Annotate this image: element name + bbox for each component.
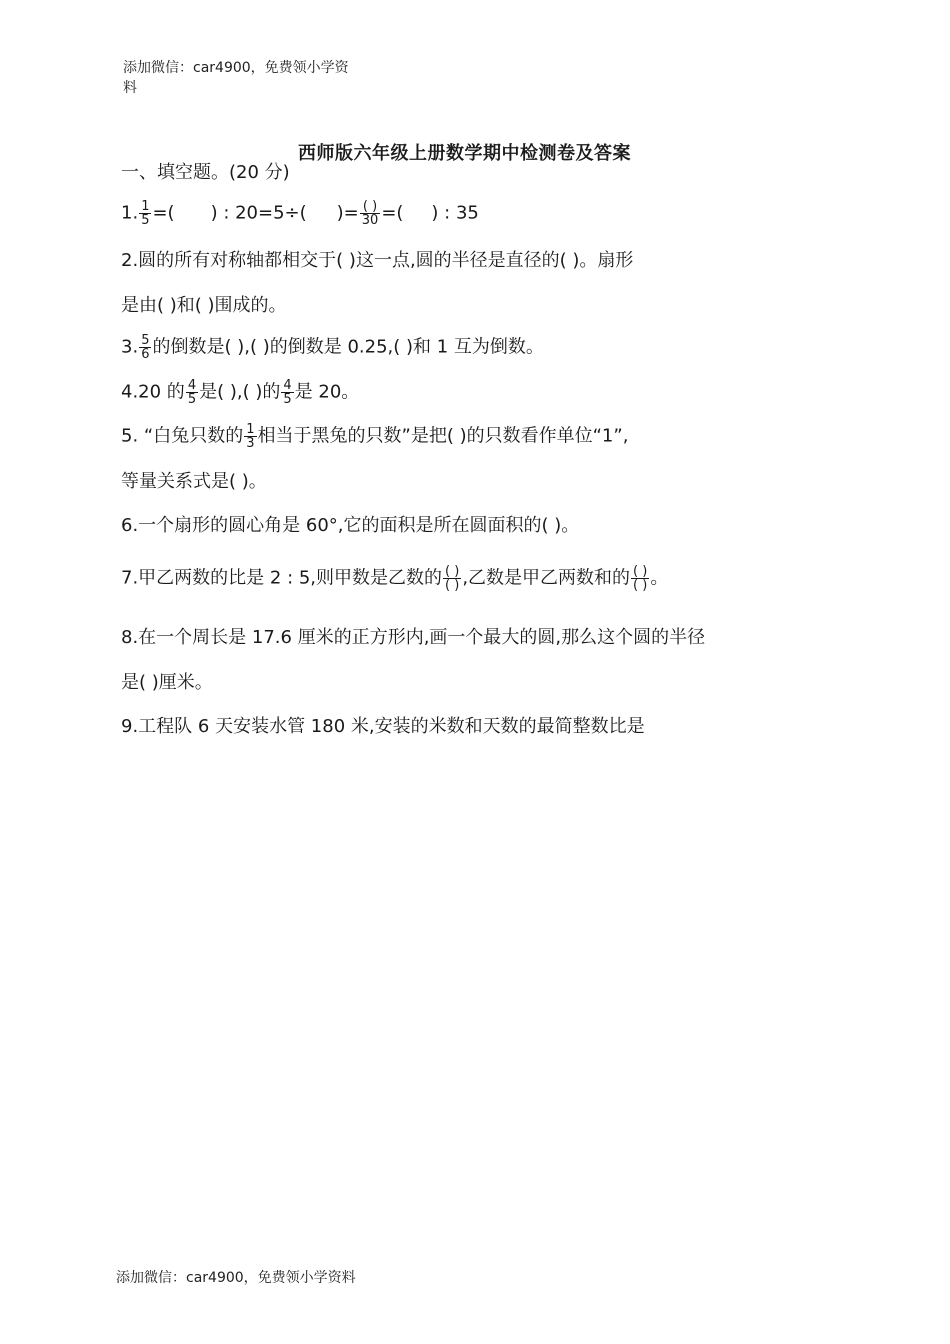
q1-text: =( [152, 202, 175, 224]
question-5-line-1 [121, 423, 628, 450]
header-line-2: 料 [123, 80, 137, 96]
question-2-line-1: 2.圆的所有对称轴都相交于( )这一点,圆的半径是直径的( )。扇形 [121, 250, 634, 271]
denominator: ( ) [633, 578, 648, 593]
numerator: 1 [141, 199, 150, 214]
fraction [281, 379, 293, 406]
fraction [244, 423, 256, 450]
q5-text: 5. “白兔只数的 [121, 425, 244, 447]
denominator: 5 [141, 213, 150, 228]
question-7 [121, 565, 668, 592]
numerator: ( ) [445, 564, 460, 579]
numerator: 1 [246, 422, 255, 437]
denominator: 5 [283, 392, 292, 407]
q7-text: 7.甲乙两数的比是 2 : 5,则甲数是乙数的 [121, 567, 443, 589]
q1-text: =( [381, 202, 404, 224]
section-heading: 一、填空题。(20 分) [121, 162, 290, 183]
question-4 [121, 379, 359, 406]
header-line-1: 添加微信：car4900，免费领小学资 [123, 60, 349, 76]
numerator: 4 [187, 378, 197, 393]
denominator: 30 [361, 213, 379, 228]
fraction [631, 565, 649, 592]
document-title: 西师版六年级上册数学期中检测卷及答案 [298, 143, 631, 164]
denominator: 3 [246, 436, 255, 451]
fraction [139, 200, 151, 227]
question-1 [121, 200, 479, 227]
fraction [443, 565, 461, 592]
q1-text: ) : 35 [431, 202, 479, 224]
numerator: 4 [283, 378, 292, 393]
question-6: 6.一个扇形的圆心角是 60°,它的面积是所在圆面积的( )。 [121, 515, 580, 536]
q4-text: 4.20 的 [121, 381, 185, 403]
question-9: 9.工程队 6 天安装水管 180 米,安装的米数和天数的最简整数比是 [121, 716, 645, 737]
q4-text: 是 20。 [294, 381, 360, 403]
question-8-line-2: 是( )厘米。 [121, 672, 213, 693]
denominator: 6 [141, 347, 150, 362]
q4-text: 是( ),( )的 [199, 381, 281, 403]
q1-text: )= [336, 202, 359, 224]
denominator: ( ) [445, 578, 460, 593]
numerator: 5 [141, 333, 150, 348]
q5-text: 相当于黑兔的只数”是把( )的只数看作单位“1”, [257, 425, 629, 447]
q3-text: 的倒数是( ),( )的倒数是 0.25,( )和 1 互为倒数。 [152, 336, 544, 358]
question-8-line-1: 8.在一个周长是 17.6 厘米的正方形内,画一个最大的圆,那么这个圆的半径 [121, 627, 706, 648]
q7-text: 。 [650, 567, 669, 589]
fraction [186, 379, 198, 406]
question-3 [121, 334, 544, 361]
q7-text: ,乙数是甲乙两数和的 [462, 567, 631, 589]
q1-number: 1. [121, 202, 139, 224]
numerator: ( ) [633, 564, 648, 579]
fraction [360, 200, 381, 227]
q1-text: ) : 20=5÷( [210, 202, 307, 224]
denominator: 5 [187, 392, 197, 407]
fraction [139, 334, 151, 361]
question-5-line-2: 等量关系式是( )。 [121, 471, 267, 492]
q3-number: 3. [121, 336, 139, 358]
question-2-line-2: 是由( )和( )围成的。 [121, 295, 287, 316]
numerator: ( ) [360, 200, 381, 214]
footer-note: 添加微信：car4900，免费领小学资料 [116, 1270, 356, 1286]
